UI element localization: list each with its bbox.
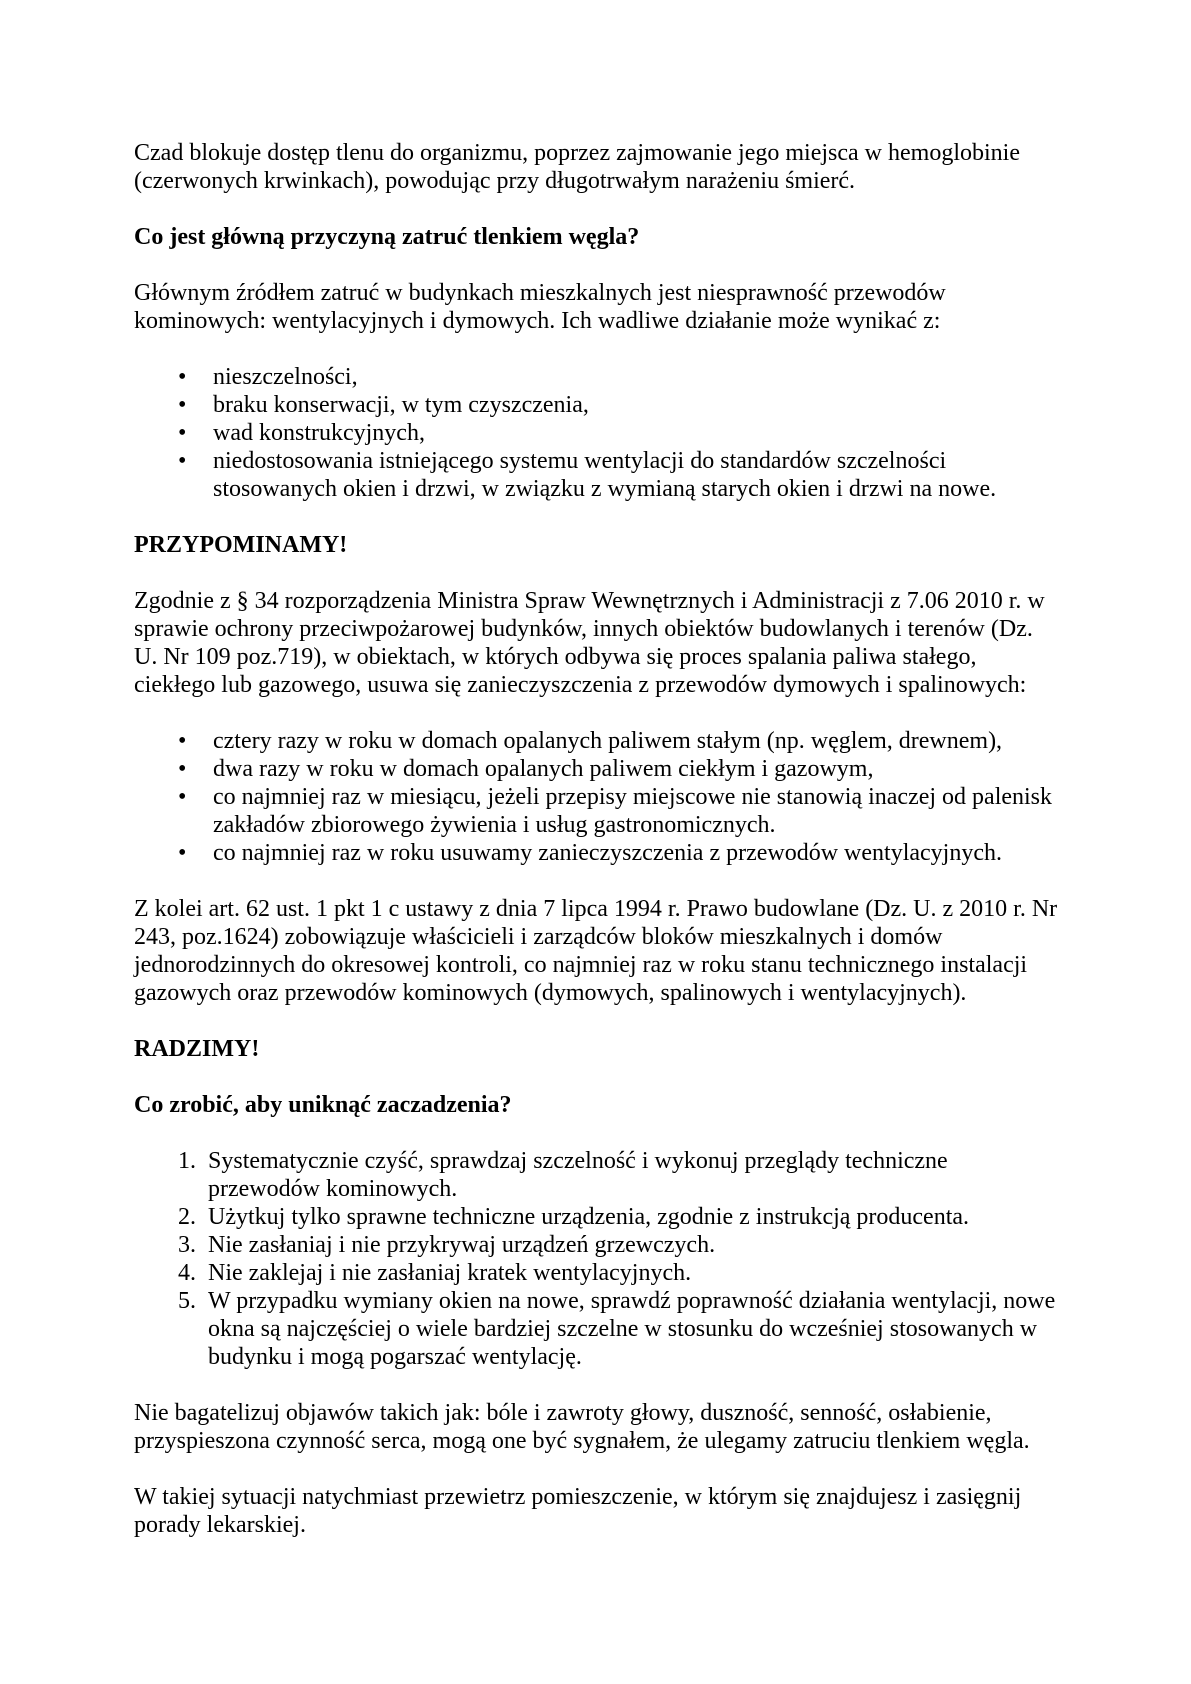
list-item-text: nieszczelności, [213,364,358,390]
advice-numbered-list [134,1147,1061,1371]
list-item-text: cztery razy w roku w domach opalanych paliwem stałym (np. węglem, drewnem), [213,728,1003,754]
list-item [134,839,1061,867]
heading-prevent: Co zrobić, aby uniknąć zaczadzenia? [134,1092,512,1118]
list-number: 3. [178,1232,196,1258]
heading-main-cause: Co jest główną przyczyną zatruć tlenkiem węgla? [134,224,640,250]
cleaning-bullet-list [134,727,1061,867]
paragraph-final: W takiej sytuacji natychmiast przewietrz pomieszczenie, w którym się znajdujesz i zasięgnij porady lekarskiej. [134,1484,1022,1538]
list-item [134,1287,1061,1371]
list-item-text: co najmniej raz w roku usuwamy zanieczyszczenia z przewodów wentylacyjnych. [213,840,1002,866]
list-item-text: Systematycznie czyść, sprawdzaj szczelność i wykonuj przeglądy techniczne przewodów kominowych. [208,1148,948,1202]
list-number: 1. [178,1148,196,1174]
list-item [134,419,1061,447]
list-item [134,1259,1061,1287]
list-item [134,755,1061,783]
list-item-text: Nie zaklejaj i nie zasłaniaj kratek wentylacyjnych. [208,1260,692,1286]
list-number: 2. [178,1204,196,1230]
paragraph-sources: Głównym źródłem zatruć w budynkach mieszkalnych jest niesprawność przewodów kominowych: wentylacyjnych i dymowych. Ich wadliwe działanie może wynikać z: [134,280,946,334]
list-item-text: wad konstrukcyjnych, [213,420,425,446]
list-item-text: W przypadku wymiany okien na nowe, sprawdź poprawność działania wentylacji, nowe okna są najczęściej o wiele bardziej szczelne w stosunku do wcześniej stosowanych w budynku i mogą pogarszać wentylację. [208,1288,1056,1370]
list-item [134,1203,1061,1231]
heading-advice: RADZIMY! [134,1036,260,1062]
bullet-icon [178,391,186,419]
paragraph-regulation: Zgodnie z § 34 rozporządzenia Ministra Spraw Wewnętrznych i Administracji z 7.06 2010 r. w sprawie ochrony przeciwpożarowej budynków, innych obiektów budowlanych i terenów (Dz. U. Nr 109 poz.719), w obiektach, w których odbywa się proces spalania paliwa stałego, ciekłego lub gazowego, usuwa się zanieczyszczenia z przewodów dymowych i spalinowych: [134,588,1045,698]
list-item [134,1147,1061,1203]
bullet-icon [178,363,186,391]
bullet-icon [178,727,186,755]
paragraph-law: Z kolei art. 62 ust. 1 pkt 1 c ustawy z dnia 7 lipca 1994 r. Prawo budowlane (Dz. U. z 2010 r. Nr 243, poz.1624) zobowiązuje właścicieli i zarządców bloków mieszkalnych i domów jednorodzinnych do okresowej kontroli, co najmniej raz w roku stanu technicznego instalacji gazowych oraz przewodów kominowych (dymowych, spalinowych i wentylacyjnych). [134,896,1058,1006]
list-number: 5. [178,1288,196,1314]
list-item-text: niedostosowania istniejącego systemu wentylacji do standardów szczelności stosowanych okien i drzwi, w związku z wymianą starych okien i drzwi na nowe. [213,448,997,502]
bullet-icon [178,755,186,783]
bullet-icon [178,447,186,475]
paragraph-intro: Czad blokuje dostęp tlenu do organizmu, poprzez zajmowanie jego miejsca w hemoglobinie (czerwonych krwinkach), powodując przy długotrwałym narażeniu śmierć. [134,140,1020,194]
list-item-text: braku konserwacji, w tym czyszczenia, [213,392,589,418]
list-item [134,783,1061,839]
bullet-icon [178,419,186,447]
list-item [134,391,1061,419]
bullet-icon [178,783,186,811]
cause-bullet-list [134,363,1061,503]
heading-reminder: PRZYPOMINAMY! [134,532,348,558]
list-item-text: Użytkuj tylko sprawne techniczne urządzenia, zgodnie z instrukcją producenta. [208,1204,970,1230]
list-item [134,1231,1061,1259]
list-item [134,363,1061,391]
list-item-text: Nie zasłaniaj i nie przykrywaj urządzeń grzewczych. [208,1232,716,1258]
list-number: 4. [178,1260,196,1286]
list-item-text: dwa razy w roku w domach opalanych paliwem ciekłym i gazowym, [213,756,874,782]
list-item [134,727,1061,755]
list-item-text: co najmniej raz w miesiącu, jeżeli przepisy miejscowe nie stanowią inaczej od palenisk zakładów zbiorowego żywienia i usług gastronomicznych. [213,784,1053,838]
paragraph-symptoms: Nie bagatelizuj objawów takich jak: bóle i zawroty głowy, duszność, senność, osłabienie, przyspieszona czynność serca, mogą one być sygnałem, że ulegamy zatruciu tlenkiem węgla. [134,1400,1030,1454]
bullet-icon [178,839,186,867]
list-item [134,447,1061,503]
